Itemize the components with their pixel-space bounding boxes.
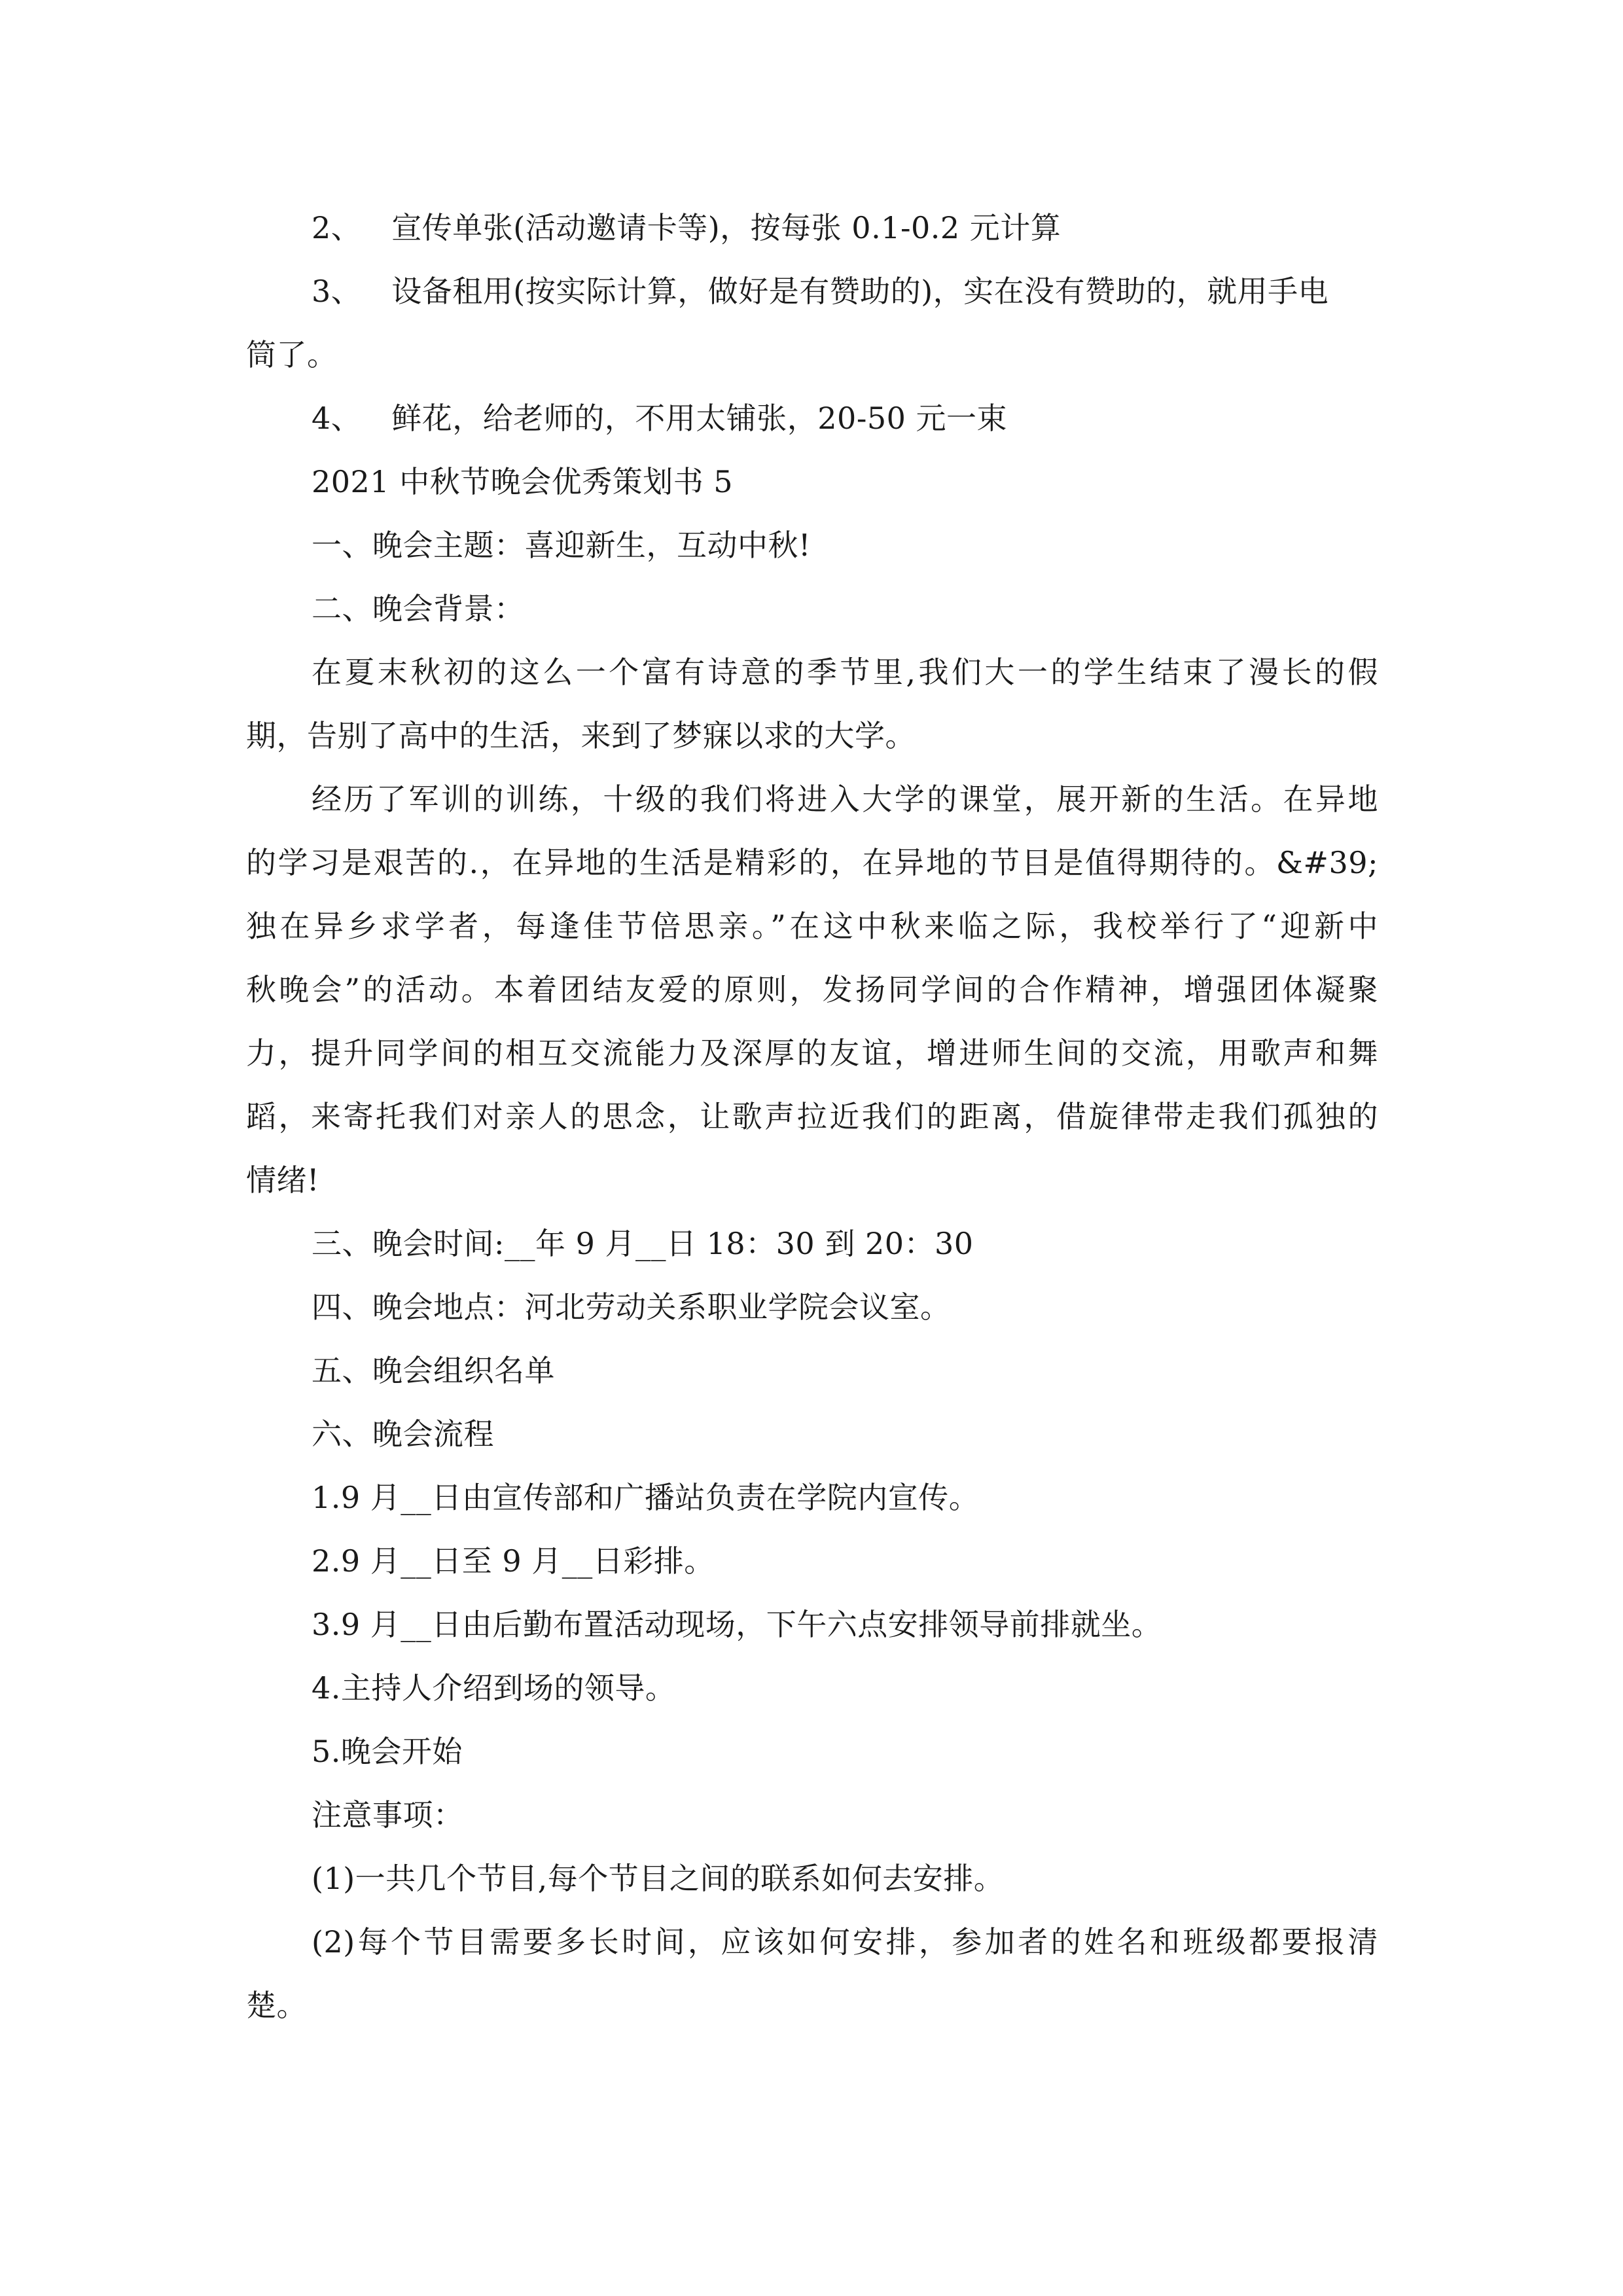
flow-item: 3.9 月__日由后勤布置活动现场，下午六点安排领导前排就坐。 (312, 1607, 1162, 1642)
cost-item-3 (246, 260, 1378, 323)
flow-item: 4.主持人介绍到场的领导。 (312, 1670, 676, 1706)
cost-item-3-continuation: 筒了。 (246, 337, 338, 372)
note-item-continuation: 楚。 (246, 1988, 307, 2023)
theme-heading: 一、晚会主题：喜迎新生，互动中秋! (312, 528, 811, 563)
flow-item: 5.晚会开始 (312, 1734, 463, 1769)
list-number: 4、 (312, 401, 362, 436)
cost-item-2 (246, 196, 1378, 260)
flow-item: 2.9 月__日至 9 月__日彩排。 (312, 1543, 715, 1579)
org-list-heading: 五、晚会组织名单 (312, 1353, 555, 1388)
paragraph-line: 力，提升同学间的相互交流能力及深厚的友谊，增进师生间的交流，用歌声和舞 (246, 1035, 1378, 1071)
flow-heading: 六、晚会流程 (312, 1416, 494, 1452)
paragraph-line: 秋晚会”的活动。本着团结友爱的原则，发扬同学间的合作精神，增强团体凝聚 (246, 972, 1378, 1007)
paragraph-line: 期，告别了高中的生活，来到了梦寐以求的大学。 (246, 718, 916, 753)
list-text: 宣传单张(活动邀请卡等)，按每张 0.1-0.2 元计算 (391, 210, 1061, 245)
paragraph-line: 情绪! (246, 1162, 319, 1198)
paragraph-line: 在夏末秋初的这么一个富有诗意的季节里,我们大一的学生结束了漫长的假 (312, 655, 1378, 690)
list-text: 鲜花，给老师的，不用太铺张，20-50 元一束 (391, 401, 1008, 436)
note-item: (2)每个节目需要多长时间，应该如何安排，参加者的姓名和班级都要报清 (312, 1924, 1378, 1960)
document-body (246, 196, 1378, 2037)
cost-item-4 (246, 387, 1378, 450)
note-item: (1)一共几个节目,每个节目之间的联系如何去安排。 (312, 1861, 1005, 1896)
list-text: 设备租用(按实际计算，做好是有赞助的)，实在没有赞助的，就用手电 (391, 274, 1329, 309)
time-heading: 三、晚会时间:__年 9 月__日 18：30 到 20：30 (312, 1226, 974, 1261)
paragraph-line: 经历了军训的训练，十级的我们将进入大学的课堂，展开新的生活。在异地 (312, 781, 1378, 817)
paragraph-line: 的学习是艰苦的.，在异地的生活是精彩的，在异地的节目是值得期待的。&#39; (246, 845, 1378, 880)
paragraph-line: 独在异乡求学者，每逢佳节倍思亲。”在这中秋来临之际，我校举行了“迎新中 (246, 908, 1378, 944)
notes-heading: 注意事项： (312, 1797, 464, 1833)
list-number: 3、 (312, 274, 362, 309)
list-number: 2、 (312, 210, 362, 245)
flow-item: 1.9 月__日由宣传部和广播站负责在学院内宣传。 (312, 1480, 980, 1515)
venue-heading: 四、晚会地点：河北劳动关系职业学院会议室。 (312, 1289, 951, 1325)
section-title: 2021 中秋节晚会优秀策划书 5 (312, 464, 734, 499)
background-heading: 二、晚会背景： (312, 591, 525, 626)
paragraph-line: 蹈，来寄托我们对亲人的思念，让歌声拉近我们的距离，借旋律带走我们孤独的 (246, 1099, 1378, 1134)
